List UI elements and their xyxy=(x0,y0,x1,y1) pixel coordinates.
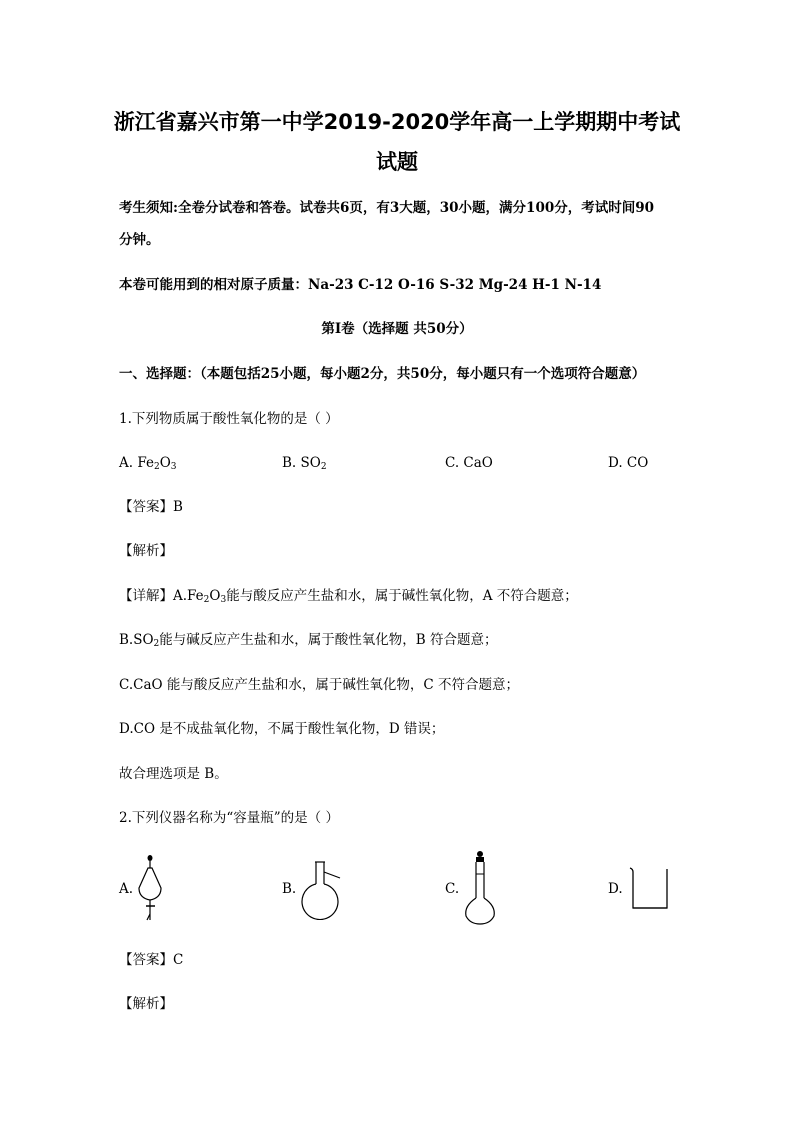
q1-option-b-sub1: 2 xyxy=(320,462,327,472)
q1-option-a-label: A. Fe xyxy=(119,455,154,471)
page-title-line1: 浙江省嘉兴市第一中学2019-2020学年高一上学期期中考试 xyxy=(113,110,681,134)
q1-detail-line1-c: 能与酸反应产生盐和水，属于碱性氧化物，A 不符合题意； xyxy=(226,588,578,604)
q1-detail-line4: D.CO 是不成盐氧化物，不属于酸性氧化物，D 错误； xyxy=(119,721,445,737)
separatory-funnel-icon xyxy=(134,854,168,924)
notice-line1: 考生须知:全卷分试卷和答卷。试卷共6页，有3大题，30小题，满分100分，考试时间90 xyxy=(119,200,655,216)
q1-detail-line2 xyxy=(119,630,699,654)
q1-detail-line2-a: B.SO xyxy=(119,632,154,648)
q1-detail-line1-sub2: 3 xyxy=(220,595,227,605)
q1-option-a xyxy=(119,453,177,477)
page-title-line2: 试题 xyxy=(376,150,418,174)
q2-answer: 【答案】C xyxy=(119,952,184,968)
volumetric-flask-icon xyxy=(462,850,498,926)
q2-analysis-label: 【解析】 xyxy=(119,996,173,1012)
q1-detail-line3: C.CaO 能与酸反应产生盐和水，属于碱性氧化物，C 不符合题意； xyxy=(119,677,519,693)
q1-detail-line2-b: 能与碱反应产生盐和水，属于酸性氧化物，B 符合题意； xyxy=(159,632,498,648)
q1-detail-line1-sub1: 2 xyxy=(203,595,210,605)
q2-stem: 2.下列仪器名称为“容量瓶”的是（ ） xyxy=(119,810,339,826)
q1-detail-line1-a: 【详解】A.Fe xyxy=(119,588,204,604)
beaker-icon xyxy=(628,866,672,912)
q1-option-b xyxy=(282,453,327,477)
q1-option-c: C. CaO xyxy=(445,455,493,471)
q1-option-b-label: B. SO xyxy=(282,455,321,471)
q1-option-a-sub1: 2 xyxy=(153,462,160,472)
q2-option-b-label: B. xyxy=(282,881,297,897)
atomic-masses: 本卷可能用到的相对原子质量：Na-23 C-12 O-16 S-32 Mg-24 H-1 N-14 xyxy=(119,277,602,293)
q1-detail-line2-sub1: 2 xyxy=(153,639,160,649)
q1-detail-line1 xyxy=(119,586,699,610)
q1-option-d: D. CO xyxy=(608,455,649,471)
q1-answer: 【答案】B xyxy=(119,499,183,515)
q1-option-a-sub2: 3 xyxy=(170,462,177,472)
part-title: 一、选择题：（本题包括25小题，每小题2分，共50分，每小题只有一个选项符合题意） xyxy=(119,366,646,382)
q1-stem: 1.下列物质属于酸性氧化物的是（ ） xyxy=(119,411,339,427)
notice-line2: 分钟。 xyxy=(119,232,160,248)
q1-detail-line1-b: O xyxy=(209,588,221,604)
q1-analysis-label: 【解析】 xyxy=(119,543,173,559)
q2-option-d-label: D. xyxy=(608,881,623,897)
section-title: 第Ⅰ卷（选择题 共50分） xyxy=(321,321,473,337)
q1-detail-line5: 故合理选项是 B。 xyxy=(119,766,228,782)
q2-option-a-label: A. xyxy=(119,881,134,897)
q1-option-a-mid: O xyxy=(159,455,171,471)
distilling-flask-icon xyxy=(300,860,344,920)
q2-option-c-label: C. xyxy=(445,881,460,897)
